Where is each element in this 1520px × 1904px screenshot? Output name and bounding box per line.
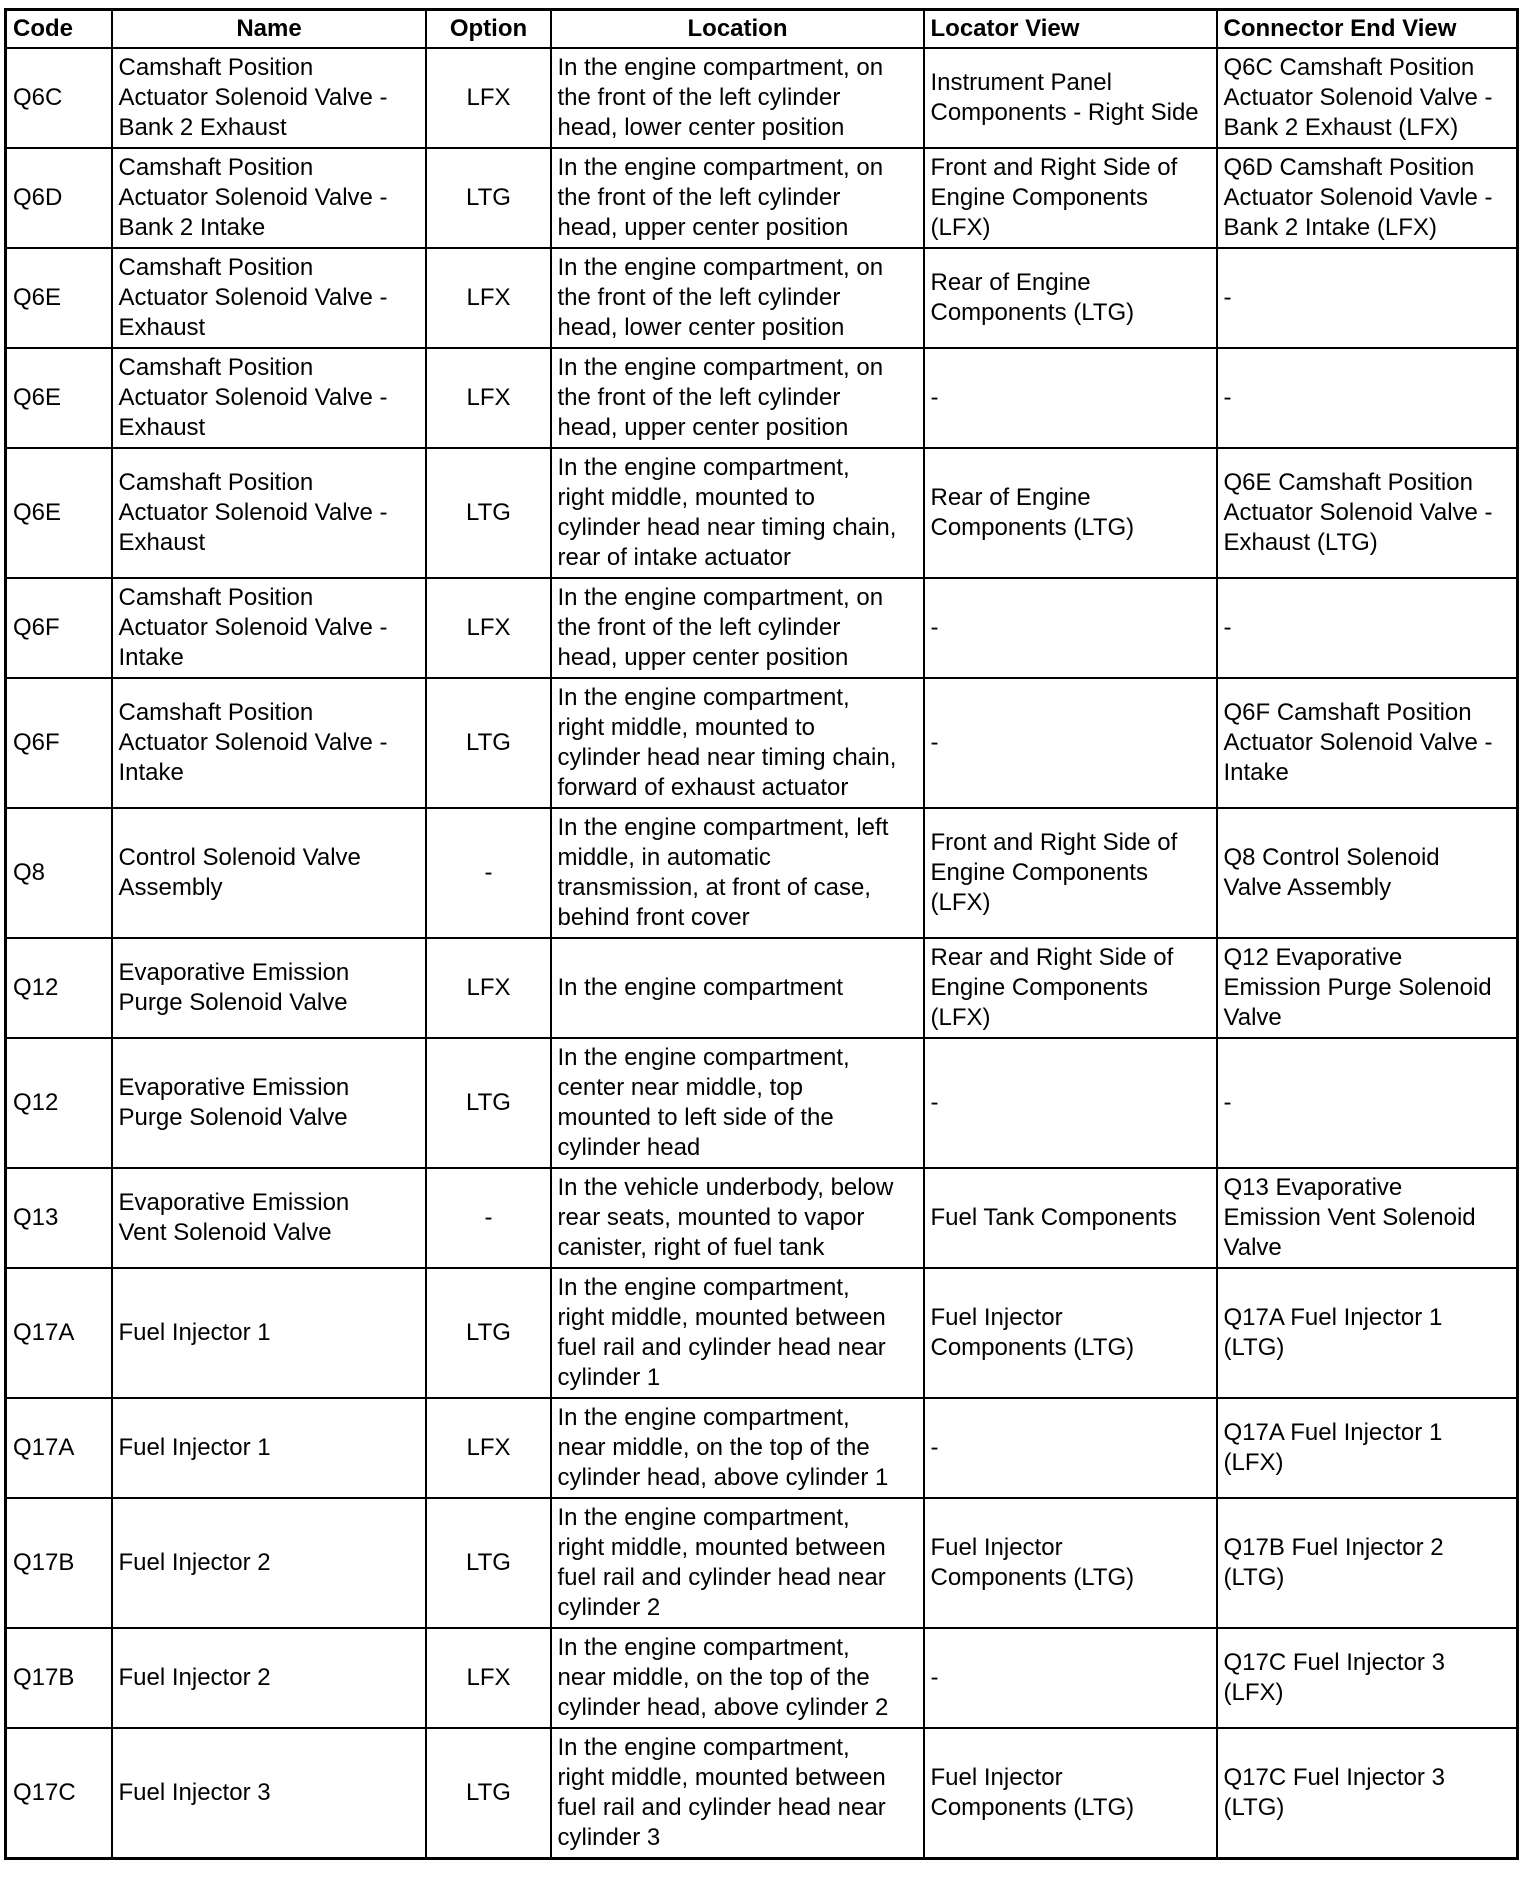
table-row xyxy=(6,448,1518,578)
cell-location: In the engine compartment, near middle, on the top of the cylinder head, above cylinder 1 xyxy=(551,1398,924,1498)
header-option: Option xyxy=(426,10,551,49)
cell-connector-end-view: - xyxy=(1217,1038,1518,1168)
cell-location: In the engine compartment, on the front of the left cylinder head, lower center position xyxy=(551,48,924,148)
cell-code: Q6D xyxy=(6,148,112,248)
table-body xyxy=(6,48,1518,1859)
cell-connector-end-view: Q17C Fuel Injector 3 (LTG) xyxy=(1217,1728,1518,1859)
table-row xyxy=(6,1728,1518,1859)
cell-locator-view: Fuel Tank Components xyxy=(924,1168,1217,1268)
cell-location: In the engine compartment, center near middle, top mounted to left side of the cylinder head xyxy=(551,1038,924,1168)
cell-option: LTG xyxy=(426,678,551,808)
cell-code: Q17A xyxy=(6,1268,112,1398)
cell-connector-end-view: Q12 Evaporative Emission Purge Solenoid Valve xyxy=(1217,938,1518,1038)
cell-name: Fuel Injector 2 xyxy=(112,1628,426,1728)
component-table xyxy=(4,8,1519,1860)
cell-location: In the engine compartment, right middle, mounted to cylinder head near timing chain, rear of intake actuator xyxy=(551,448,924,578)
cell-name: Fuel Injector 1 xyxy=(112,1398,426,1498)
cell-option: LTG xyxy=(426,1268,551,1398)
cell-connector-end-view: Q13 Evaporative Emission Vent Solenoid Valve xyxy=(1217,1168,1518,1268)
table-header xyxy=(6,10,1518,49)
cell-locator-view: Fuel Injector Components (LTG) xyxy=(924,1728,1217,1859)
cell-name: Camshaft Position Actuator Solenoid Valve - Bank 2 Intake xyxy=(112,148,426,248)
cell-code: Q17A xyxy=(6,1398,112,1498)
cell-location: In the engine compartment xyxy=(551,938,924,1038)
table-row xyxy=(6,938,1518,1038)
cell-code: Q6C xyxy=(6,48,112,148)
cell-option: LFX xyxy=(426,1628,551,1728)
cell-connector-end-view: - xyxy=(1217,578,1518,678)
cell-location: In the engine compartment, right middle, mounted to cylinder head near timing chain, forward of exhaust actuator xyxy=(551,678,924,808)
cell-location: In the engine compartment, right middle, mounted between fuel rail and cylinder head near cylinder 2 xyxy=(551,1498,924,1628)
table-row xyxy=(6,1168,1518,1268)
cell-code: Q6E xyxy=(6,348,112,448)
header-connector-end-view: Connector End View xyxy=(1217,10,1518,49)
table-row xyxy=(6,578,1518,678)
table-row xyxy=(6,1268,1518,1398)
table-row xyxy=(6,348,1518,448)
cell-locator-view: - xyxy=(924,578,1217,678)
header-row xyxy=(6,10,1518,49)
cell-code: Q12 xyxy=(6,938,112,1038)
cell-locator-view: Rear of Engine Components (LTG) xyxy=(924,448,1217,578)
cell-name: Fuel Injector 2 xyxy=(112,1498,426,1628)
cell-location: In the engine compartment, on the front of the left cylinder head, upper center position xyxy=(551,348,924,448)
cell-locator-view: Fuel Injector Components (LTG) xyxy=(924,1268,1217,1398)
cell-code: Q17B xyxy=(6,1498,112,1628)
cell-location: In the engine compartment, left middle, in automatic transmission, at front of case, behind front cover xyxy=(551,808,924,938)
table-row xyxy=(6,248,1518,348)
header-code: Code xyxy=(6,10,112,49)
cell-connector-end-view: - xyxy=(1217,248,1518,348)
header-location: Location xyxy=(551,10,924,49)
cell-option: LFX xyxy=(426,48,551,148)
cell-locator-view: Front and Right Side of Engine Components (LFX) xyxy=(924,148,1217,248)
cell-option: LTG xyxy=(426,448,551,578)
cell-locator-view: - xyxy=(924,1038,1217,1168)
cell-option: LTG xyxy=(426,1038,551,1168)
cell-code: Q6F xyxy=(6,678,112,808)
table-row xyxy=(6,808,1518,938)
table-row xyxy=(6,1398,1518,1498)
cell-locator-view: - xyxy=(924,348,1217,448)
cell-name: Camshaft Position Actuator Solenoid Valve - Exhaust xyxy=(112,348,426,448)
cell-name: Camshaft Position Actuator Solenoid Valve - Intake xyxy=(112,678,426,808)
cell-connector-end-view: Q6C Camshaft Position Actuator Solenoid Valve - Bank 2 Exhaust (LFX) xyxy=(1217,48,1518,148)
component-locator-document xyxy=(4,8,1516,1860)
cell-code: Q17B xyxy=(6,1628,112,1728)
cell-connector-end-view: Q17A Fuel Injector 1 (LTG) xyxy=(1217,1268,1518,1398)
table-row xyxy=(6,1038,1518,1168)
cell-option: LTG xyxy=(426,1728,551,1859)
cell-locator-view: Rear of Engine Components (LTG) xyxy=(924,248,1217,348)
table-row xyxy=(6,1498,1518,1628)
cell-option: LTG xyxy=(426,1498,551,1628)
table-row xyxy=(6,678,1518,808)
cell-locator-view: Instrument Panel Components - Right Side xyxy=(924,48,1217,148)
cell-locator-view: Fuel Injector Components (LTG) xyxy=(924,1498,1217,1628)
cell-code: Q6E xyxy=(6,448,112,578)
cell-name: Camshaft Position Actuator Solenoid Valve - Exhaust xyxy=(112,448,426,578)
cell-name: Fuel Injector 1 xyxy=(112,1268,426,1398)
cell-location: In the vehicle underbody, below rear seats, mounted to vapor canister, right of fuel tank xyxy=(551,1168,924,1268)
cell-locator-view: - xyxy=(924,1628,1217,1728)
cell-connector-end-view: Q17A Fuel Injector 1 (LFX) xyxy=(1217,1398,1518,1498)
cell-location: In the engine compartment, right middle, mounted between fuel rail and cylinder head near cylinder 3 xyxy=(551,1728,924,1859)
cell-name: Evaporative Emission Vent Solenoid Valve xyxy=(112,1168,426,1268)
cell-option: LFX xyxy=(426,1398,551,1498)
cell-code: Q13 xyxy=(6,1168,112,1268)
cell-locator-view: Front and Right Side of Engine Components (LFX) xyxy=(924,808,1217,938)
header-locator-view: Locator View xyxy=(924,10,1217,49)
cell-name: Control Solenoid Valve Assembly xyxy=(112,808,426,938)
cell-option: - xyxy=(426,808,551,938)
cell-name: Evaporative Emission Purge Solenoid Valve xyxy=(112,1038,426,1168)
cell-name: Fuel Injector 3 xyxy=(112,1728,426,1859)
cell-code: Q6F xyxy=(6,578,112,678)
cell-connector-end-view: Q17B Fuel Injector 2 (LTG) xyxy=(1217,1498,1518,1628)
cell-location: In the engine compartment, right middle, mounted between fuel rail and cylinder head near cylinder 1 xyxy=(551,1268,924,1398)
cell-option: - xyxy=(426,1168,551,1268)
cell-locator-view: - xyxy=(924,678,1217,808)
cell-name: Evaporative Emission Purge Solenoid Valve xyxy=(112,938,426,1038)
cell-connector-end-view: - xyxy=(1217,348,1518,448)
cell-name: Camshaft Position Actuator Solenoid Valve - Intake xyxy=(112,578,426,678)
cell-location: In the engine compartment, on the front of the left cylinder head, upper center position xyxy=(551,148,924,248)
cell-option: LFX xyxy=(426,578,551,678)
cell-name: Camshaft Position Actuator Solenoid Valve - Exhaust xyxy=(112,248,426,348)
cell-location: In the engine compartment, on the front of the left cylinder head, upper center position xyxy=(551,578,924,678)
cell-option: LFX xyxy=(426,248,551,348)
cell-option: LFX xyxy=(426,938,551,1038)
cell-locator-view: - xyxy=(924,1398,1217,1498)
table-row xyxy=(6,48,1518,148)
cell-code: Q8 xyxy=(6,808,112,938)
cell-option: LTG xyxy=(426,148,551,248)
cell-option: LFX xyxy=(426,348,551,448)
table-row xyxy=(6,148,1518,248)
cell-code: Q12 xyxy=(6,1038,112,1168)
cell-code: Q17C xyxy=(6,1728,112,1859)
cell-connector-end-view: Q8 Control Solenoid Valve Assembly xyxy=(1217,808,1518,938)
cell-connector-end-view: Q17C Fuel Injector 3 (LFX) xyxy=(1217,1628,1518,1728)
cell-connector-end-view: Q6D Camshaft Position Actuator Solenoid Vavle - Bank 2 Intake (LFX) xyxy=(1217,148,1518,248)
header-name: Name xyxy=(112,10,426,49)
cell-connector-end-view: Q6E Camshaft Position Actuator Solenoid Valve - Exhaust (LTG) xyxy=(1217,448,1518,578)
cell-locator-view: Rear and Right Side of Engine Components (LFX) xyxy=(924,938,1217,1038)
table-row xyxy=(6,1628,1518,1728)
cell-connector-end-view: Q6F Camshaft Position Actuator Solenoid Valve - Intake xyxy=(1217,678,1518,808)
cell-name: Camshaft Position Actuator Solenoid Valve - Bank 2 Exhaust xyxy=(112,48,426,148)
cell-location: In the engine compartment, near middle, on the top of the cylinder head, above cylinder 2 xyxy=(551,1628,924,1728)
cell-location: In the engine compartment, on the front of the left cylinder head, lower center position xyxy=(551,248,924,348)
cell-code: Q6E xyxy=(6,248,112,348)
